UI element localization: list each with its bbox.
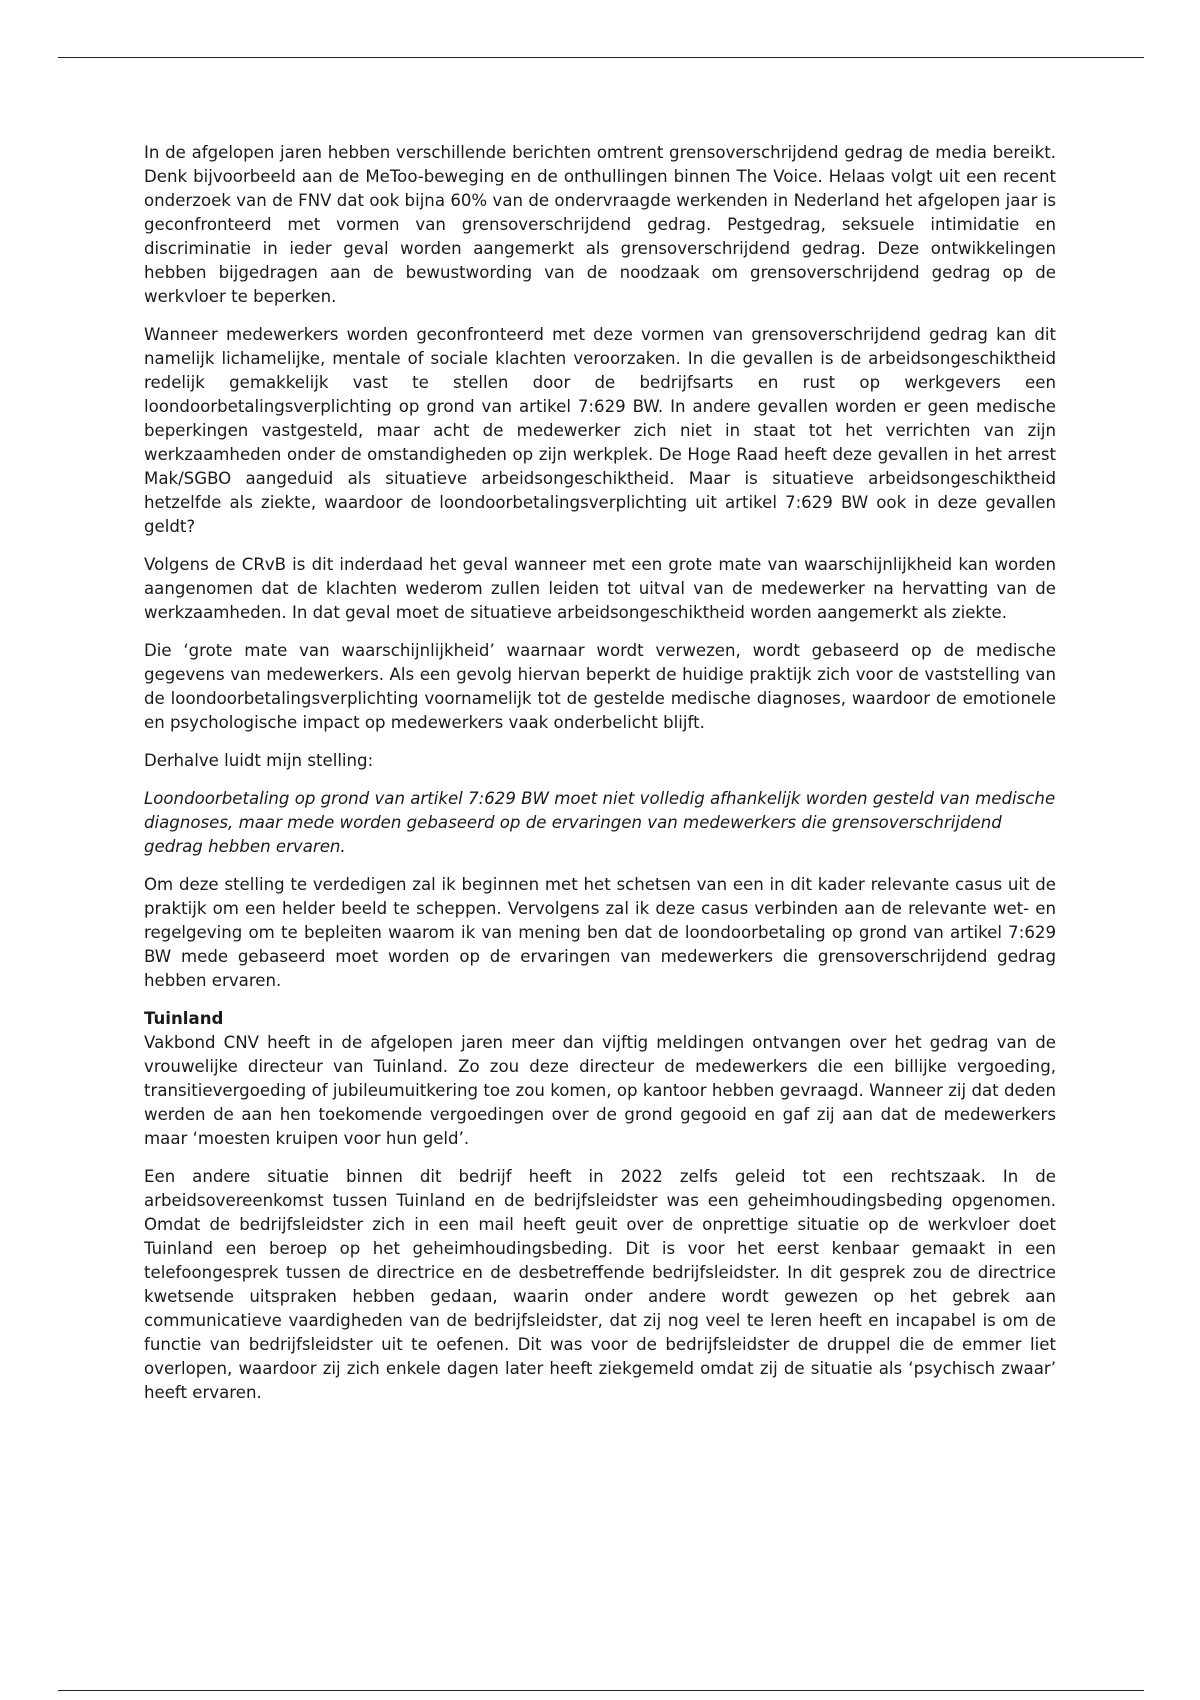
footer-rule bbox=[58, 1690, 1144, 1691]
paragraph-intro: In de afgelopen jaren hebben verschillende berichten omtrent grensoverschrijdend gedrag de media bereikt. Denk bijvoorbeeld aan de MeToo-beweging en de onthullingen binnen The Voice. Helaas volgt uit een recent onderzoek van de FNV dat ook bijna 60% van de ondervraagde werkenden in Nederland het afgelopen jaar is geconfronteerd met vormen van grensoverschrijdend gedrag. Pestgedrag, seksuele intimidatie en discriminatie in ieder geval worden aangemerkt als grensoverschrijdend gedrag. Deze ontwikkelingen hebben bijgedragen aan de bewustwording van de noodzaak om grensoverschrijdend gedrag op de werkvloer te beperken. bbox=[144, 143, 1056, 306]
paragraph-probability: Die ‘grote mate van waarschijnlijkheid’ waarnaar wordt verwezen, wordt gebaseerd op de medische gegevens van medewerkers. Als een gevolg hiervan beperkt de huidige praktijk zich voor de vaststelling van de loondoorbetalingsverplichting voornamelijk tot de gestelde medische diagnoses, waardoor de emotionele en psychologische impact op medewerkers vaak onderbelicht blijft. bbox=[144, 641, 1056, 732]
paragraph-approach: Om deze stelling te verdedigen zal ik beginnen met het schetsen van een in dit kader relevante casus uit de praktijk om een helder beeld te scheppen. Vervolgens zal ik deze casus verbinden aan de relevante wet- en regelgeving om te bepleiten waarom ik van mening ben dat de loondoorbetaling op grond van artikel 7:629 BW mede gebaseerd moet worden op de ervaringen van medewerkers die grensoverschrijdend gedrag hebben ervaren. bbox=[144, 875, 1056, 990]
paragraph-situational-incapacity: Wanneer medewerkers worden geconfronteerd met deze vormen van grensoverschrijdend gedrag kan dit namelijk lichamelijke, mentale of sociale klachten veroorzaken. In die gevallen is de arbeidsongeschiktheid redelijk gemakkelijk vast te stellen door de bedrijfsarts en rust op werkgevers een loondoorbetalingsverplichting op grond van artikel 7:629 BW. In andere gevallen worden er geen medische beperkingen vastgesteld, maar acht de medewerker zich niet in staat tot het verrichten van zijn werkzaamheden onder de omstandigheden op zijn werkplek. De Hoge Raad heeft deze gevallen in het arrest Mak/SGBO aangeduid als situatieve arbeidsongeschiktheid. Maar is situatieve arbeidsongeschiktheid hetzelfde als ziekte, waardoor de loondoorbetalingsverplichting uit artikel 7:629 BW ook in deze gevallen geldt? bbox=[144, 325, 1056, 536]
thesis-statement: Loondoorbetaling op grond van artikel 7:629 BW moet niet volledig afhankelijk worden gesteld van medische diagnoses, maar mede worden gebaseerd op de ervaringen van medewerkers die grensoverschrijdend gedrag hebben ervaren. bbox=[144, 789, 1056, 856]
header-rule bbox=[58, 57, 1144, 58]
paragraph-crvb: Volgens de CRvB is dit inderdaad het geval wanneer met een grote mate van waarschijnlijkheid kan worden aangenomen dat de klachten wederom zullen leiden tot uitval van de medewerker na hervatting van de werkzaamheden. In dat geval moet de situatieve arbeidsongeschiktheid worden aangemerkt als ziekte. bbox=[144, 555, 1056, 622]
paragraph-tuinland-lawsuit: Een andere situatie binnen dit bedrijf heeft in 2022 zelfs geleid tot een rechtszaak. In de arbeidsovereenkomst tussen Tuinland en de bedrijfsleidster was een geheimhoudingsbeding opgenomen. Omdat de bedrijfsleidster zich in een mail heeft geuit over de onprettige situatie op de werkvloer doet Tuinland een beroep op het geheimhoudingsbeding. Dit is voor het eerst kenbaar gemaakt in een telefoongesprek tussen de directrice en de desbetreffende bedrijfsleidster. In dit gesprek zou de directrice kwetsende uitspraken hebben gedaan, waarin onder andere wordt gewezen op het gebrek aan communicatieve vaardigheden van de bedrijfsleidster, dat zij nog veel te leren heeft en incapabel is om de functie van bedrijfsleidster uit te oefenen. Dit was voor de bedrijfsleidster de druppel die de emmer liet overlopen, waardoor zij zich enkele dagen later heeft ziekgemeld omdat zij de situatie als ‘psychisch zwaar’ heeft ervaren. bbox=[144, 1167, 1056, 1402]
paragraph-tuinland-reports: Vakbond CNV heeft in de afgelopen jaren meer dan vijftig meldingen ontvangen over het gedrag van de vrouwelijke directeur van Tuinland. Zo zou deze directeur de medewerkers die een billijke vergoeding, transitievergoeding of jubileumuitkering toe zou komen, op kantoor hebben gevraagd. Wanneer zij dat deden werden de aan hen toekomende vergoedingen over de grond gegooid en gaf zij aan dat de medewerkers maar ‘moesten kruipen voor hun geld’. bbox=[144, 1033, 1056, 1148]
paragraph-statement-intro: Derhalve luidt mijn stelling: bbox=[144, 751, 374, 770]
document-body bbox=[144, 141, 1056, 1419]
section-heading: Tuinland bbox=[144, 1009, 224, 1028]
